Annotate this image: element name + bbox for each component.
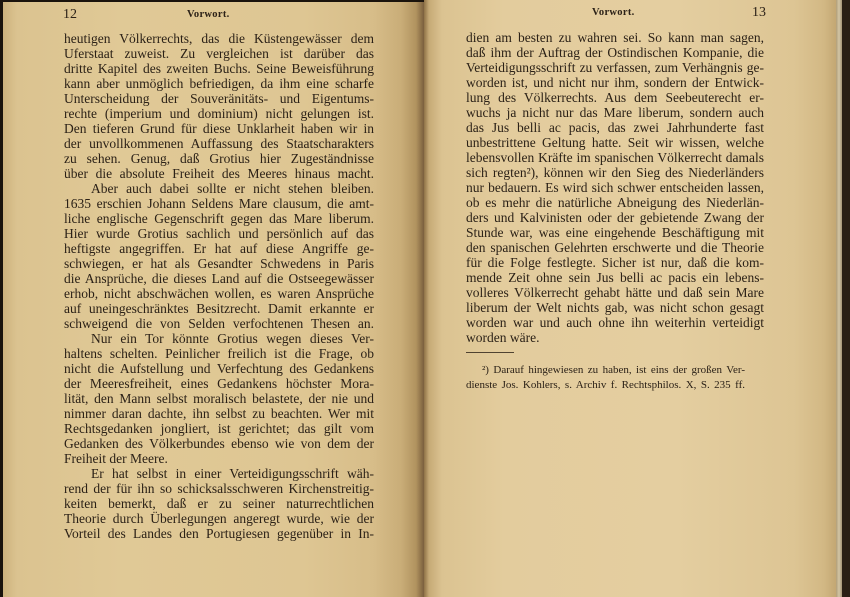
text-line: nur bedauern. Es wird sich schwer entscheiden lassen, bbox=[466, 180, 764, 195]
text-line: schweigend die von Selden verfochtenen Thesen an. bbox=[64, 316, 374, 331]
text-line: erhob, nicht abschwächen wollen, es waren Ansprüche bbox=[64, 286, 374, 301]
paragraph bbox=[64, 31, 374, 181]
text-line: für die Folge festlegte. Sicher ist nur, daß die kom- bbox=[466, 255, 764, 270]
text-line: Unterscheidung der Souveränitäts- und Eigentums- bbox=[64, 91, 374, 106]
text-line: Freiheit der Meere. bbox=[64, 451, 168, 466]
text-line: die Ansprüche, die dieses Land auf die Ostseegewässer bbox=[64, 271, 374, 286]
text-line: daß ihm der Auftrag der Ostindischen Kompanie, die bbox=[466, 45, 764, 60]
text-line: Stunde war, was eine eingehende Beschäftigung mit bbox=[466, 225, 764, 240]
text-line: Hier wurde Grotius sachlich und persönlich auf das bbox=[64, 226, 374, 241]
text-line: unbestrittene Geltung hatte. Seit wir wissen, welche bbox=[466, 135, 764, 150]
text-line: sich regten²), können wir den Sieg des Niederländers bbox=[466, 165, 764, 180]
text-line: zu sehen. Genug, daß Grotius hier Zugeständnisse bbox=[64, 151, 374, 166]
text-line: das Jus belli ac pacis, das zwei Jahrhunderte fast bbox=[466, 120, 764, 135]
text-line: worden wäre. bbox=[466, 330, 540, 345]
text-line: worden war und auch ohne ihn weiterhin verteidigt bbox=[466, 315, 764, 330]
text-line: Den tieferen Grund für diese Unklarheit haben wir in bbox=[64, 121, 374, 136]
text-line: rend der für ihn so schicksalsschweren Kirchenstreitig- bbox=[64, 481, 374, 496]
text-column bbox=[466, 30, 764, 345]
text-line: worden ist, und nicht nur ihm, sondern der Entwick- bbox=[466, 75, 764, 90]
text-line: Vorteil des Landes den Portugiesen gegenüber in In- bbox=[64, 526, 374, 541]
text-line: lebensvollen Kräfte im spanischen Völkerrecht damals bbox=[466, 150, 764, 165]
text-line: Rechtsgedanken jongliert, ist gerichtet; das gilt vom bbox=[64, 421, 374, 436]
text-line: liche englische Gegenschrift gegen das Mare liberum. bbox=[64, 211, 374, 226]
paragraph bbox=[64, 331, 374, 466]
text-line: Verteidigungsschrift zu verfassen, zum Verhängnis ge- bbox=[466, 60, 764, 75]
text-line: Aber auch dabei sollte er nicht stehen bleiben. bbox=[91, 181, 374, 196]
text-line: ob es mehr die natürliche Abneigung des Niederlän- bbox=[466, 195, 764, 210]
text-line: auf uneingeschränktes Besitzrecht. Damit erkannte er bbox=[64, 301, 374, 316]
footnote-rule bbox=[466, 352, 514, 353]
running-head: Vorwort. bbox=[592, 7, 635, 18]
book-cover-edge bbox=[842, 0, 850, 597]
running-head: Vorwort. bbox=[187, 9, 230, 20]
text-line: dien am besten zu wahren sei. So kann man sagen, bbox=[466, 30, 764, 45]
page-number: 12 bbox=[63, 7, 77, 22]
text-line: dritte Kapitel des zweiten Buchs. Seine Beweisführung bbox=[64, 61, 374, 76]
text-line: kann aber unmöglich befriedigen, da ihm eine scharfe bbox=[64, 76, 374, 91]
text-line: rechte (imperium und dominium) nicht gelungen ist. bbox=[64, 106, 374, 121]
paragraph bbox=[64, 181, 374, 331]
text-line: Gedanken des Völkerbundes ebenso wie von dem der bbox=[64, 436, 374, 451]
footnote-line: ²) Darauf hingewiesen zu haben, ist eins der großen Ver- bbox=[482, 364, 745, 376]
text-line: Uferstaat zuweist. Zu vergleichen ist darüber das bbox=[64, 46, 374, 61]
text-line: mende Zeit ohne sein Jus belli ac pacis ein lebens- bbox=[466, 270, 764, 285]
paragraph bbox=[64, 466, 374, 541]
text-column bbox=[64, 31, 374, 541]
text-line: lung des Völkerrechts. Aus dem Seebeuterecht er- bbox=[466, 90, 764, 105]
text-line: Er hat selbst in einer Verteidigungsschrift wäh- bbox=[91, 466, 374, 481]
text-line: Theorie durch Überlegungen angeregt wurde, wie der bbox=[64, 511, 374, 526]
text-line: wuchs ja nicht nur das Mare liberum, sondern auch bbox=[466, 105, 764, 120]
text-line: heutigen Völkerrechts, das die Küstengewässer dem bbox=[64, 31, 374, 46]
footnote-line: dienste Jos. Kohlers, s. Archiv f. Rechtsphilos. X, S. 235 ff. bbox=[466, 379, 745, 391]
text-line: 1635 erschien Johann Seldens Mare clausum, die amt- bbox=[64, 196, 374, 211]
text-line: den spanischen Gelehrten erschwerte und die Theorie bbox=[466, 240, 764, 255]
text-line: nimmer daran dachte, ihn selbst zu beachten. Wer mit bbox=[64, 406, 374, 421]
text-line: nicht die Aufstellung und Verfechtung des Gedankens bbox=[64, 361, 374, 376]
text-line: schwiegen, er hat als Gesandter Schwedens in Paris bbox=[64, 256, 374, 271]
page-number: 13 bbox=[752, 5, 766, 20]
paragraph bbox=[466, 30, 764, 345]
text-line: lität, den Mann selbst moralisch belastete, der nie und bbox=[64, 391, 374, 406]
text-line: heftigste angegriffen. Er hat auf diese Angriffe ge- bbox=[64, 241, 374, 256]
text-line: liberum der Welt nichts gab, was nicht schon gesagt bbox=[466, 300, 764, 315]
text-line: der unvollkommenen Auffassung des Staatscharakters bbox=[64, 136, 374, 151]
footnote bbox=[466, 363, 745, 393]
text-line: volleres Völkerrecht gehabt hätte und daß sein Mare bbox=[466, 285, 764, 300]
text-line: haltens schelten. Peinlicher freilich ist die Frage, ob bbox=[64, 346, 374, 361]
text-line: der Meeresfreiheit, eines Gedankens höchster Mora- bbox=[64, 376, 374, 391]
text-line: Nur ein Tor könnte Grotius wegen dieses Ver- bbox=[91, 331, 374, 346]
text-line: ders und Kalvinisten oder der gebietende Zwang der bbox=[466, 210, 764, 225]
text-line: über die absolute Freiheit des Meeres hinaus macht. bbox=[64, 166, 374, 181]
text-line: keiten bemerkt, daß er zu seiner naturrechtlichen bbox=[64, 496, 374, 511]
